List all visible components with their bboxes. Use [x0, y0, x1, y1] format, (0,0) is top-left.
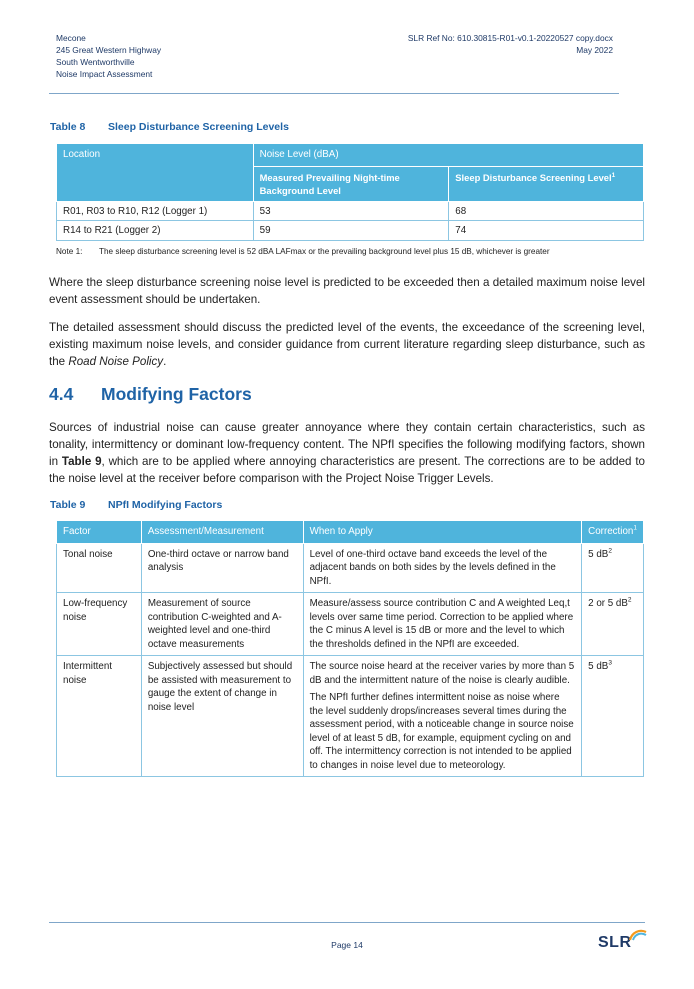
- table8-caption-title: Sleep Disturbance Screening Levels: [108, 121, 289, 133]
- table9-caption: [50, 499, 222, 511]
- table9-cell-correction: 5 $dB^2$: [582, 543, 644, 593]
- table9-cell-factor: Tonal noise: [57, 543, 142, 593]
- header-right: [408, 32, 613, 56]
- table-row: [57, 543, 644, 593]
- table9-cell-factor: Intermittent noise: [57, 656, 142, 777]
- table8-header-screening: Sleep Disturbance Screening Level$^1$: [449, 166, 644, 201]
- slr-logo-swoosh-icon: [628, 928, 648, 942]
- slr-logo: [598, 928, 646, 954]
- table9-cell-correction: 2 or 5 $dB^2$: [582, 593, 644, 656]
- header-report-title: Noise Impact Assessment: [56, 69, 153, 79]
- table9-cell-assessment: Measurement of source contribution C-weighted and A-weighted level and one-third octave measurements: [141, 593, 303, 656]
- section-number: 4.4: [49, 384, 74, 404]
- table9-cell-when: The source noise heard at the receiver varies by more than 5 dB and the intermittent nature of the noise is clearly audible. The NPfI further defines intermittent noise as noise where the level suddenly drops/increases several times during the assessment period, with a noticeable change in source noise level of at least 5 dB, for example, equipment cycling on and off. The intermittency correction is not intended to be applied to changes in noise level due to meteorology.: [303, 656, 582, 777]
- table-row: [57, 593, 644, 656]
- table9-cell-assessment: Subjectively assessed but should be assisted with measurement to gauge the extent of change in noise level: [141, 656, 303, 777]
- header-ref: SLR Ref No: 610.30815-R01-v0.1-20220527 copy.docx: [407, 33, 613, 43]
- table-row: [57, 656, 644, 777]
- slr-logo-text: SLR: [598, 934, 632, 951]
- table9-header-assessment: Assessment/Measurement: [141, 521, 303, 544]
- section-title: Modifying Factors: [101, 384, 252, 404]
- page-number: Page 14: [331, 940, 363, 950]
- header-client: Mecone: [56, 33, 86, 43]
- table9-caption-title: NPfI Modifying Factors: [108, 499, 223, 511]
- table8-cell-screening: 68: [449, 201, 644, 221]
- table9-cell-when: Level of one-third octave band exceeds the level of the adjacent bands on both sides by the levels defined in the NPfI.: [303, 543, 582, 593]
- table8-caption: [50, 121, 289, 133]
- table8-cell-location: R01, R03 to R10, R12 (Logger 1): [57, 201, 254, 221]
- table8-cell-screening: 74: [449, 221, 644, 241]
- table9-cell-when: Measure/assess source contribution C and A weighted Leq,t levels over same time period. Correction to be applied where the C minus A level is 15 dB or more and the level to which the thresholds defined in the NPfI are exceeded.: [303, 593, 582, 656]
- paragraph-sleep-exceed: Where the sleep disturbance screening noise level is predicted to be exceeded then a detailed maximum noise level event assessment should be undertaken.: [49, 276, 645, 306]
- table8-cell-location: R14 to R21 (Logger 2): [57, 221, 254, 241]
- table8-header-measured: Measured Prevailing Night-time Background Level: [253, 166, 449, 201]
- table8-cell-measured: 53: [253, 201, 449, 221]
- table9-cell-factor: Low-frequency noise: [57, 593, 142, 656]
- header-left: [56, 32, 161, 80]
- table8-note: [56, 247, 550, 256]
- table9: [56, 520, 644, 777]
- table9-cell-correction: 5 $dB^3$: [582, 656, 644, 777]
- table9-header-when: When to Apply: [303, 521, 582, 544]
- table9-cell-assessment: One-third octave or narrow band analysis: [141, 543, 303, 593]
- paragraph-detailed-assessment: The detailed assessment should discuss the predicted level of the events, the exceedance of the screening level, existing maximum noise levels, and consider guidance from current literature regarding sleep disturbance, such as the Road Noise Policy.: [49, 321, 645, 368]
- table9-caption-number: Table 9: [50, 499, 86, 511]
- table8-note-label: Note 1:: [56, 247, 83, 256]
- table-row: [57, 221, 644, 241]
- table8-note-text: The sleep disturbance screening level is 52 dBA LAFmax or the prevailing background level plus 15 dB, whichever is greater: [99, 247, 550, 256]
- header-divider: [49, 93, 619, 94]
- table8-header-location: Location: [57, 144, 254, 202]
- table9-header-correction: Correction$^1$: [582, 521, 644, 544]
- table-row: [57, 201, 644, 221]
- paragraph-modifying-factors: Sources of industrial noise can cause greater annoyance where they contain certain characteristics, such as tonality, intermittency or dominant low-frequency content. The NPfI specifies the following modifying factors, shown in Table 9, which are to be applied where annoying characteristics are present. The corrections are to be added to the noise level at the receiver before comparison with the Project Noise Trigger Levels.: [49, 421, 645, 485]
- table9-header-factor: Factor: [57, 521, 142, 544]
- table8: [56, 143, 644, 241]
- table8-header-noise-level: Noise Level (dBA): [253, 144, 643, 167]
- table8-caption-number: Table 8: [50, 121, 86, 133]
- footer-divider: [49, 922, 645, 923]
- header-date: May 2022: [576, 45, 613, 55]
- section-heading: [49, 384, 252, 405]
- table8-cell-measured: 59: [253, 221, 449, 241]
- header-suburb: South Wentworthville: [56, 57, 135, 67]
- header-address: 245 Great Western Highway: [56, 45, 162, 55]
